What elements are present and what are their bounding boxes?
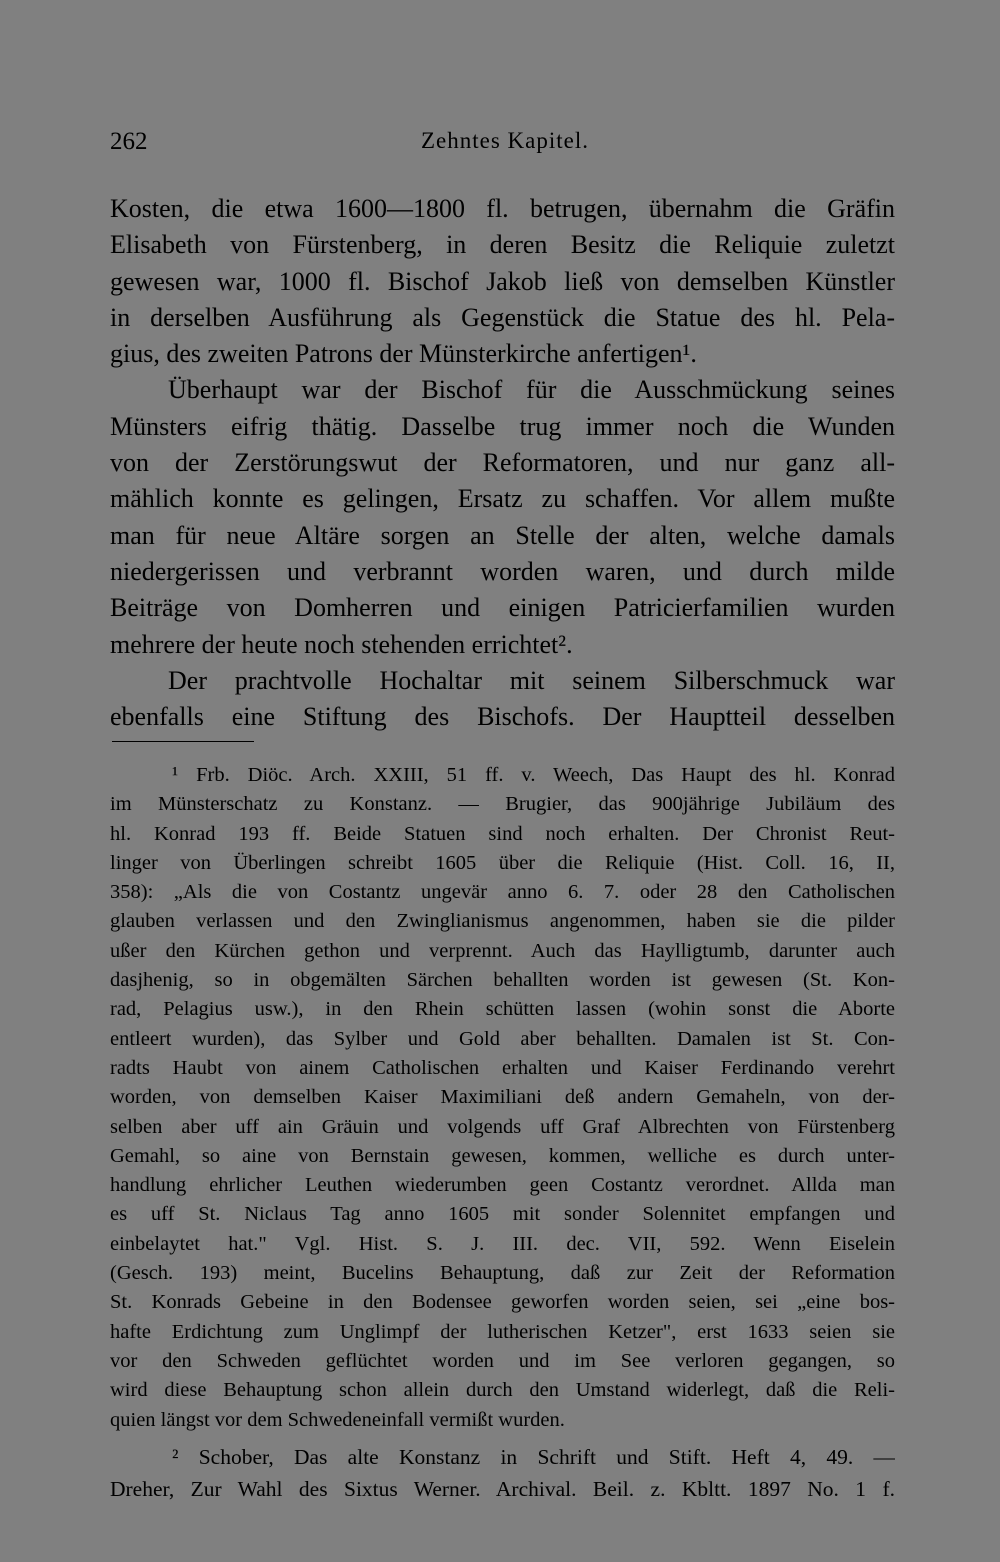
footnote-1-line: einbelaytet hat." Vgl. Hist. S. J. III. dec. VII, 592. Wenn Eiselein bbox=[110, 1232, 895, 1255]
footnote-1-line: es uff St. Niclaus Tag anno 1605 mit sonder Solennitet empfangen und bbox=[110, 1203, 895, 1226]
footnote-1-line: wird diese Behauptung schon allein durch den Umstand widerlegt, daß die Reli- bbox=[110, 1379, 895, 1402]
body-text-line: ebenfalls eine Stiftung des Bischofs. Der Hauptteil desselben bbox=[110, 702, 895, 732]
footnote-2 bbox=[110, 1441, 895, 1505]
footnotes bbox=[110, 761, 895, 1505]
running-head: Zehntes Kapitel. bbox=[420, 128, 589, 153]
footnote-1-line: ußer den Kürchen gethon und verprennt. Auch das Haylligtumb, darunter auch bbox=[110, 939, 895, 962]
body-text-line: niedergerissen und verbrannt worden waren, und durch milde bbox=[110, 556, 895, 586]
footnote-1-line: St. Konrads Gebeine in den Bodensee geworfen worden seien, sei „eine bos- bbox=[110, 1291, 895, 1314]
body-text-line: Elisabeth von Fürstenberg, in deren Besitz die Reliquie zuletzt bbox=[110, 230, 895, 260]
page-number: 262 bbox=[110, 128, 148, 155]
footnote-1-line: rad, Pelagius usw.), in den Rhein schütten lassen (wohin sonst die Aborte bbox=[110, 998, 895, 1021]
body-text-line: gius, des zweiten Patrons der Münsterkirche anfertigen¹. bbox=[110, 339, 697, 369]
body-text-line: Kosten, die etwa 1600—1800 fl. betrugen, übernahm die Gräfin bbox=[110, 194, 895, 223]
footnote-1-line: radts Haubt von ainem Catholischen erhalten und Kaiser Ferdinando verehrt bbox=[110, 1056, 895, 1079]
footnote-1-line: worden, von demselben Kaiser Maximiliani deß andern Gemaheln, von der- bbox=[110, 1086, 895, 1109]
footnote-1-line: 358): „Als die von Costantz ungevär anno 6. 7. oder 28 den Catholischen bbox=[110, 881, 895, 904]
body-text-line: mehrere der heute noch stehenden errichtet². bbox=[110, 629, 573, 659]
footnote-1-line: handlung ehrlicher Leuthen wiederumben geen Costantz verordnet. Allda man bbox=[110, 1174, 895, 1197]
footnote-1-line: im Münsterschatz zu Konstanz. — Brugier, das 900jährige Jubiläum des bbox=[110, 793, 895, 816]
footnote-1-line: vor den Schweden geflüchtet worden und im See verloren gegangen, so bbox=[110, 1349, 895, 1372]
body-text-line: Münsters eifrig thätig. Dasselbe trug immer noch die Wunden bbox=[110, 411, 895, 441]
footnote-1-line: dasjhenig, so in obgemälten Särchen behallten worden ist gewesen (St. Kon- bbox=[110, 969, 895, 992]
body-text-line: gewesen war, 1000 fl. Bischof Jakob ließ von demselben Künstler bbox=[110, 266, 895, 296]
body-text-line: Überhaupt war der Bischof für die Ausschmückung seines bbox=[168, 375, 895, 405]
body-text-line: Der prachtvolle Hochaltar mit seinem Silberschmuck war bbox=[168, 665, 895, 695]
footnote-1-line: (Gesch. 193) meint, Bucelins Behauptung, daß zur Zeit der Reformation bbox=[110, 1262, 895, 1285]
footnote-1-line: entleert wurden), das Sylber und Gold aber behallten. Damalen ist St. Con- bbox=[110, 1027, 895, 1050]
footnote-1 bbox=[110, 761, 895, 1435]
footnote-1-line: Gemahl, so aine von Bernstain gewesen, kommen, welliche es durch unter- bbox=[110, 1144, 895, 1167]
footnote-2-line: Dreher, Zur Wahl des Sixtus Werner. Archival. Beil. z. Kbltt. 1897 No. 1 f. bbox=[110, 1476, 895, 1501]
footnote-1-line: linger von Überlingen schreibt 1605 über die Reliquie (Hist. Coll. 16, II, bbox=[110, 851, 895, 874]
body-text-line: mählich konnte es gelingen, Ersatz zu schaffen. Vor allem mußte bbox=[110, 484, 895, 514]
body-text-line: man für neue Altäre sorgen an Stelle der alten, welche damals bbox=[110, 520, 895, 550]
body-text bbox=[110, 191, 895, 735]
footnote-1-line: quien längst vor dem Schwedeneinfall vermißt wurden. bbox=[110, 1408, 565, 1431]
body-text-line: Beiträge von Domherren und einigen Patricierfamilien wurden bbox=[110, 593, 895, 623]
page-header bbox=[110, 128, 900, 168]
footnote-2-line: ² Schober, Das alte Konstanz in Schrift und Stift. Heft 4, 49. — bbox=[172, 1444, 895, 1469]
footnote-divider bbox=[112, 741, 254, 742]
footnote-1-line: ¹ Frb. Diöc. Arch. XXIII, 51 ff. v. Weech, Das Haupt des hl. Konrad bbox=[172, 764, 895, 786]
body-text-line: von der Zerstörungswut der Reformatoren, und nur ganz all- bbox=[110, 448, 895, 478]
footnote-1-line: hl. Konrad 193 ff. Beide Statuen sind noch erhalten. Der Chronist Reut- bbox=[110, 822, 895, 845]
footnote-1-line: selben aber uff ain Gräuin und volgends uff Graf Albrechten von Fürstenberg bbox=[110, 1115, 895, 1138]
footnote-1-line: hafte Erdichtung zum Unglimpf der lutherischen Ketzer", erst 1633 seien sie bbox=[110, 1320, 895, 1343]
body-text-line: in derselben Ausführung als Gegenstück die Statue des hl. Pela- bbox=[110, 302, 895, 332]
footnote-1-line: glauben verlassen und den Zwinglianismus angenommen, haben sie die pilder bbox=[110, 910, 895, 933]
